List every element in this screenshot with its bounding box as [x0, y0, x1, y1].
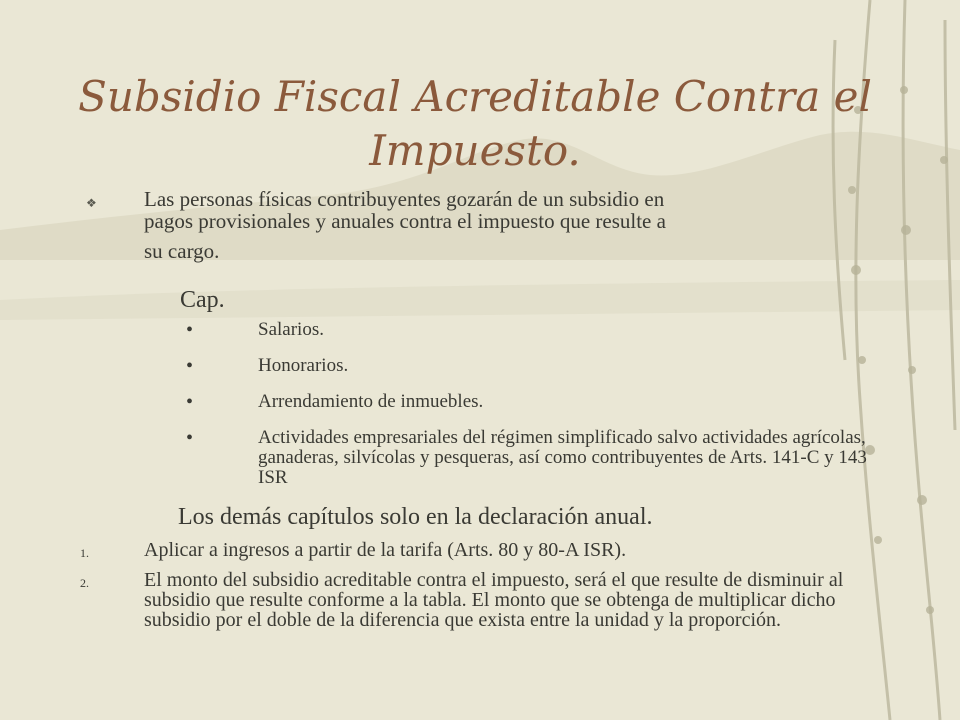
list-item [186, 356, 886, 376]
main-bullet-line-1: Las personas físicas contribuyentes gozarán de un subsidio en [144, 187, 665, 211]
item-text: El monto del subsidio acreditable contra el impuesto, será el que resulte de disminuir al subsidio que resulte conforme a la tabla. El monto que se obtenga de multiplicar dicho subsidio por el doble de la diferencia que exista entre la unidad y la proporción. [144, 569, 844, 631]
main-bullet-line-2: pagos provisionales y anuales contra el impuesto que resulte a [144, 209, 666, 233]
list-item [186, 428, 886, 488]
cap-label: Cap. [180, 287, 225, 313]
chapter-list [186, 320, 886, 504]
list-item-text: Actividades empresariales del régimen simplificado salvo actividades agrícolas, ganaderas, silvícolas y pesqueras, así como contribuyentes de Arts. 141-C y 143 ISR [258, 427, 867, 488]
bullet-dot-icon: • [186, 355, 194, 377]
list-item [186, 392, 886, 412]
list-item-text: Arrendamiento de inmuebles. [258, 391, 484, 412]
item-number: 1. [80, 546, 89, 560]
bullet-dot-icon: • [186, 427, 194, 449]
main-bullet-text [144, 188, 884, 262]
list-item [186, 320, 886, 340]
bullet-dot-icon: • [186, 391, 194, 413]
list-item-text: Salarios. [258, 319, 324, 340]
bullet-dot-icon: • [186, 319, 194, 341]
main-bullet-line-3: su cargo. [144, 239, 220, 263]
item-number: 2. [80, 576, 89, 590]
slide-title: Subsidio Fiscal Acreditable Contra el Impuesto. [78, 72, 872, 175]
list-item-text: Honorarios. [258, 355, 349, 376]
annual-note: Los demás capítulos solo en la declaración anual. [178, 504, 653, 530]
diamond-bullet-icon: ❖ [86, 196, 97, 210]
item-text: Aplicar a ingresos a partir de la tarifa (Arts. 80 y 80-A ISR). [144, 539, 627, 561]
